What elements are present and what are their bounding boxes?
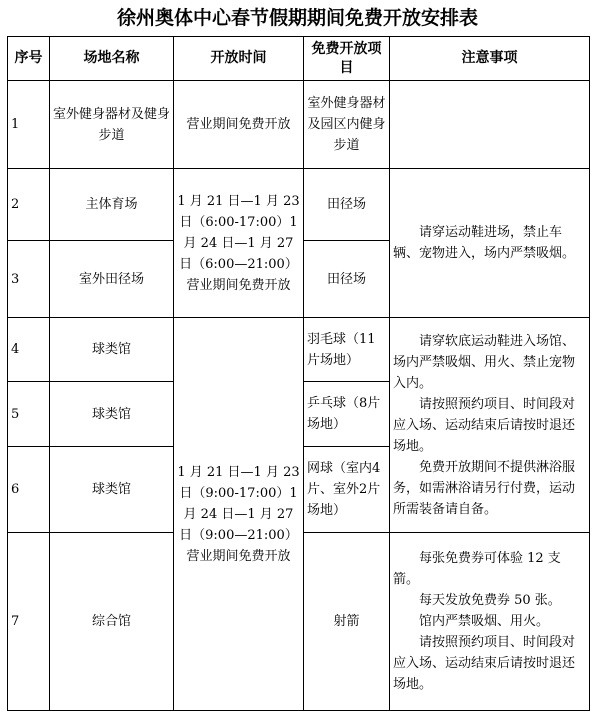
- row-notes: [390, 533, 590, 711]
- note-line: 请穿软底运动鞋进入场馆、场内严禁吸烟、用火、禁止宠物入内。: [393, 333, 576, 391]
- row-venue: 室外田径场: [50, 241, 174, 318]
- row-items: 田径场: [304, 169, 390, 241]
- row-index: 7: [8, 533, 50, 711]
- row-items: 羽毛球（11片场地）: [304, 318, 390, 382]
- row-hours: 1 月 21 日—1 月 23 日（6:00-17:00）1 月 24 日—1 月 27 日（6:00—21:00）营业期间免费开放: [174, 169, 304, 318]
- row-venue: 室外健身器材及健身步道: [50, 81, 174, 169]
- row-hours: 营业期间免费开放: [174, 81, 304, 169]
- header-notes: 注意事项: [390, 37, 590, 81]
- page-title: 徐州奥体中心春节假期期间免费开放安排表: [116, 7, 478, 29]
- row-items: 乒乓球（8片场地）: [304, 382, 390, 447]
- row-notes: [390, 318, 590, 533]
- header-items: 免费开放项目: [304, 37, 390, 81]
- note-line: 馆内严禁吸烟、用火。: [419, 614, 550, 629]
- row-index: 6: [8, 447, 50, 533]
- row-hours: 1 月 21 日—1 月 23 日（9:00-17:00）1 月 24 日—1 月 27 日（9:00—21:00）营业期间免费开放: [174, 318, 304, 711]
- note-line: 请按照预约项目、时间段对应入场、运动结束后请按时退还场地。: [393, 635, 576, 692]
- row-venue: 球类馆: [50, 318, 174, 382]
- table-row: [8, 81, 590, 169]
- header-hours: 开放时间: [174, 37, 304, 81]
- note-line: 每张免费券可体验 12 支箭。: [393, 551, 561, 587]
- row-index: 5: [8, 382, 50, 447]
- table-row: [8, 318, 590, 382]
- table-row: [8, 169, 590, 241]
- note-line: 请按照预约项目、时间段对应入场、运动结束后请按时退还场地。: [393, 396, 576, 454]
- row-venue: 综合馆: [50, 533, 174, 711]
- note-line: 请穿运动鞋进场，禁止车辆、宠物进入，场内严禁吸烟。: [393, 225, 576, 261]
- row-index: 2: [8, 169, 50, 241]
- header-index: 序号: [8, 37, 50, 81]
- note-line: 免费开放期间不提供淋浴服务，如需淋浴请另行付费，运动所需装备请自备。: [393, 459, 576, 517]
- row-items: 射箭: [304, 533, 390, 711]
- row-index: 3: [8, 241, 50, 318]
- schedule-table: [7, 36, 590, 711]
- table-header-row: [8, 37, 590, 81]
- row-notes: [390, 169, 590, 318]
- row-venue: 主体育场: [50, 169, 174, 241]
- row-venue: 球类馆: [50, 382, 174, 447]
- header-venue: 场地名称: [50, 37, 174, 81]
- note-line: 每天发放免费券 50 张。: [419, 593, 561, 608]
- row-index: 4: [8, 318, 50, 382]
- row-notes: [390, 81, 590, 169]
- row-venue: 球类馆: [50, 447, 174, 533]
- row-items: 网球（室内4片、室外2片场地）: [304, 447, 390, 533]
- row-items: 田径场: [304, 241, 390, 318]
- row-items: 室外健身器材及园区内健身步道: [304, 81, 390, 169]
- row-index: 1: [8, 81, 50, 169]
